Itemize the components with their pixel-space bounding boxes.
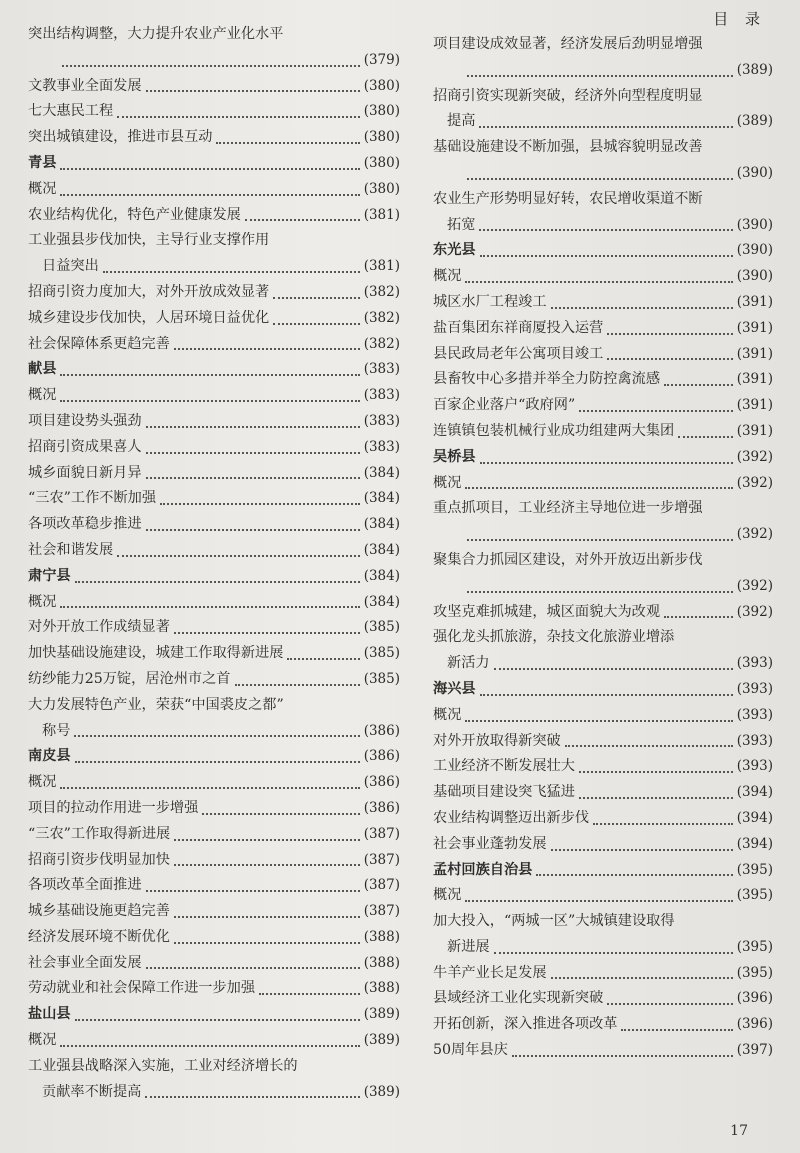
entry-page-number: (386) bbox=[363, 722, 400, 739]
entry-title: 城乡面貌日新月异 bbox=[28, 464, 142, 481]
entry-page-number: (393) bbox=[736, 758, 773, 775]
entry-page-number: (391) bbox=[736, 319, 773, 336]
toc-entry[interactable] bbox=[28, 99, 400, 125]
entry-page-number: (380) bbox=[363, 103, 400, 120]
entry-title: 概况 bbox=[28, 593, 57, 610]
toc-entry[interactable] bbox=[433, 780, 773, 806]
toc-entry[interactable] bbox=[433, 625, 773, 677]
entry-page-number: (384) bbox=[363, 516, 400, 533]
dot-leader bbox=[479, 125, 732, 128]
entry-page-number: (387) bbox=[363, 877, 400, 894]
dot-leader bbox=[60, 193, 359, 196]
toc-entry[interactable] bbox=[433, 883, 773, 909]
dot-leader bbox=[202, 812, 359, 815]
toc-entry[interactable] bbox=[28, 1028, 400, 1054]
dot-leader bbox=[465, 899, 732, 902]
entry-title: 对外开放取得新突破 bbox=[433, 732, 561, 749]
toc-entry[interactable] bbox=[433, 832, 773, 858]
entry-page-number: (396) bbox=[736, 990, 773, 1007]
dot-leader bbox=[146, 425, 360, 428]
toc-entry[interactable] bbox=[433, 961, 773, 987]
toc-entry[interactable] bbox=[28, 667, 400, 693]
dot-leader bbox=[467, 538, 733, 541]
dot-leader bbox=[551, 976, 733, 979]
entry-title: 概况 bbox=[28, 180, 57, 197]
toc-entry[interactable] bbox=[28, 822, 400, 848]
entry-page-number: (389) bbox=[363, 1032, 400, 1049]
entry-title: 重点抓项目，工业经济主导地位进一步增强 bbox=[433, 500, 703, 517]
entry-page-number: (394) bbox=[736, 784, 773, 801]
entry-page-number: (393) bbox=[736, 732, 773, 749]
toc-entry[interactable] bbox=[433, 342, 773, 368]
toc-entry[interactable] bbox=[28, 925, 400, 951]
entry-title: 概况 bbox=[433, 474, 462, 491]
toc-section-heading[interactable] bbox=[433, 238, 773, 264]
toc-entry[interactable] bbox=[28, 590, 400, 616]
dot-leader bbox=[480, 461, 733, 464]
dot-leader bbox=[607, 1002, 732, 1005]
toc-section-heading[interactable] bbox=[28, 357, 400, 383]
toc-section-heading[interactable] bbox=[28, 1002, 400, 1028]
entry-title: 海兴县 bbox=[433, 680, 476, 697]
toc-entry[interactable] bbox=[433, 316, 773, 342]
entry-title: 突出结构调整，大力提升农业产业化水平 bbox=[28, 26, 284, 42]
entry-page-number: (390) bbox=[736, 216, 773, 233]
dot-leader bbox=[607, 332, 732, 335]
dot-leader bbox=[146, 476, 360, 479]
entry-page-number: (388) bbox=[363, 980, 400, 997]
toc-section-heading[interactable] bbox=[433, 858, 773, 884]
entry-title: 50周年县庆 bbox=[433, 1042, 508, 1059]
entry-title: 青县 bbox=[28, 154, 57, 171]
dot-leader bbox=[216, 141, 359, 144]
toc-entry[interactable] bbox=[433, 393, 773, 419]
entry-page-number: (396) bbox=[736, 1016, 773, 1033]
dot-leader bbox=[512, 1054, 733, 1057]
dot-leader bbox=[62, 64, 360, 67]
entry-title: 强化龙头抓旅游，杂技文化旅游业增添 bbox=[433, 629, 675, 646]
entry-page-number: (381) bbox=[363, 258, 400, 275]
dot-leader bbox=[103, 270, 360, 273]
entry-page-number: (384) bbox=[363, 464, 400, 481]
entry-page-number: (389) bbox=[736, 61, 773, 78]
dot-leader bbox=[273, 322, 359, 325]
dot-leader bbox=[60, 1044, 359, 1047]
toc-entry[interactable] bbox=[28, 461, 400, 487]
entry-page-number: (395) bbox=[736, 938, 773, 955]
dot-leader bbox=[74, 734, 359, 737]
entry-title: 招商引资步伐明显加快 bbox=[28, 851, 170, 868]
dot-leader bbox=[146, 966, 360, 969]
entry-page-number: (387) bbox=[363, 903, 400, 920]
dot-leader bbox=[273, 296, 359, 299]
toc-entry[interactable] bbox=[28, 486, 400, 512]
entry-page-number: (384) bbox=[363, 490, 400, 507]
entry-page-number: (391) bbox=[736, 422, 773, 439]
dot-leader bbox=[579, 409, 732, 412]
toc-entry[interactable] bbox=[28, 383, 400, 409]
entry-title: 称号 bbox=[42, 722, 71, 739]
toc-entry[interactable] bbox=[28, 177, 400, 203]
toc-entry[interactable] bbox=[28, 306, 400, 332]
entry-title: 工业强县步伐加快，主导行业支撑作用 bbox=[28, 232, 270, 249]
toc-entry[interactable] bbox=[28, 74, 400, 100]
toc-entry[interactable] bbox=[28, 22, 400, 74]
dot-leader bbox=[117, 115, 360, 118]
entry-page-number: (391) bbox=[736, 345, 773, 362]
dot-leader bbox=[174, 347, 360, 350]
entry-title: 七大惠民工程 bbox=[28, 103, 114, 120]
dot-leader bbox=[465, 280, 732, 283]
entry-title: 社会和谐发展 bbox=[28, 541, 114, 558]
entry-title: 牛羊产业长足发展 bbox=[433, 964, 547, 981]
dot-leader bbox=[75, 580, 360, 583]
toc-entry[interactable] bbox=[28, 203, 400, 229]
dot-leader bbox=[607, 357, 732, 360]
entry-title: 概况 bbox=[433, 268, 462, 285]
entry-title: 社会保障体系更趋完善 bbox=[28, 335, 170, 352]
entry-page-number: (393) bbox=[736, 706, 773, 723]
entry-title: 县域经济工业化实现新突破 bbox=[433, 990, 604, 1007]
toc-entry[interactable] bbox=[433, 419, 773, 445]
dot-leader bbox=[494, 667, 733, 670]
entry-title: 项目建设势头强劲 bbox=[28, 412, 142, 429]
entry-page-number: (384) bbox=[363, 567, 400, 584]
entry-page-number: (393) bbox=[736, 655, 773, 672]
dot-leader bbox=[536, 873, 732, 876]
toc-entry[interactable] bbox=[28, 538, 400, 564]
toc-entry[interactable] bbox=[433, 1012, 773, 1038]
entry-page-number: (390) bbox=[736, 268, 773, 285]
entry-title: 贡献率不断提高 bbox=[42, 1083, 142, 1100]
entry-page-number: (391) bbox=[736, 371, 773, 388]
entry-title: 百家企业落户“政府网” bbox=[433, 397, 576, 414]
dot-leader bbox=[494, 951, 733, 954]
dot-leader bbox=[235, 683, 360, 686]
toc-entry[interactable] bbox=[433, 471, 773, 497]
dot-leader bbox=[174, 915, 360, 918]
dot-leader bbox=[664, 383, 733, 386]
toc-entry[interactable] bbox=[433, 806, 773, 832]
entry-title: 大力发展特色产业，荣获“中国裘皮之都” bbox=[28, 696, 284, 713]
dot-leader bbox=[467, 177, 733, 180]
dot-leader bbox=[146, 89, 360, 92]
entry-title: 农业结构调整迈出新步伐 bbox=[433, 809, 590, 826]
dot-leader bbox=[174, 941, 360, 944]
entry-title: “三农”工作不断加强 bbox=[28, 490, 157, 507]
dot-leader bbox=[174, 863, 360, 866]
entry-title: 文教事业全面发展 bbox=[28, 77, 142, 94]
entry-title: 项目建设成效显著，经济发展后劲明显增强 bbox=[433, 36, 703, 52]
dot-leader bbox=[117, 554, 360, 557]
entry-page-number: (388) bbox=[363, 954, 400, 971]
entry-title: 肃宁县 bbox=[28, 567, 71, 584]
entry-title: 聚集合力抓园区建设，对外开放迈出新步伐 bbox=[433, 551, 703, 568]
entry-page-number: (381) bbox=[363, 206, 400, 223]
entry-title: 日益突出 bbox=[42, 258, 99, 275]
entry-page-number: (390) bbox=[736, 164, 773, 181]
entry-page-number: (395) bbox=[736, 861, 773, 878]
toc-entry[interactable] bbox=[28, 641, 400, 667]
dot-leader bbox=[287, 657, 359, 660]
entry-page-number: (389) bbox=[363, 1083, 400, 1100]
entry-page-number: (385) bbox=[363, 645, 400, 662]
toc-entry[interactable] bbox=[433, 600, 773, 626]
entry-page-number: (382) bbox=[363, 283, 400, 300]
entry-title: 盐百集团东祥商厦投入运营 bbox=[433, 319, 604, 336]
entry-title: 突出城镇建设，推进市县互动 bbox=[28, 129, 213, 146]
entry-page-number: (388) bbox=[363, 928, 400, 945]
toc-entry[interactable] bbox=[433, 754, 773, 780]
toc-left-column bbox=[28, 22, 400, 1105]
dot-leader bbox=[465, 719, 732, 722]
toc-entry[interactable] bbox=[28, 848, 400, 874]
entry-title: 概况 bbox=[433, 887, 462, 904]
entry-page-number: (380) bbox=[363, 154, 400, 171]
entry-page-number: (391) bbox=[736, 293, 773, 310]
toc-entry[interactable] bbox=[28, 512, 400, 538]
entry-page-number: (386) bbox=[363, 774, 400, 791]
entry-title: 基础设施建设不断加强，县城容貌明显改善 bbox=[433, 139, 703, 156]
entry-page-number: (383) bbox=[363, 387, 400, 404]
toc-entry[interactable] bbox=[433, 548, 773, 600]
entry-page-number: (392) bbox=[736, 526, 773, 543]
dot-leader bbox=[579, 770, 733, 773]
toc-entry[interactable] bbox=[28, 770, 400, 796]
entry-title: 新进展 bbox=[447, 938, 490, 955]
dot-leader bbox=[664, 615, 733, 618]
entry-page-number: (394) bbox=[736, 835, 773, 852]
entry-title: 加快基础设施建设，城建工作取得新进展 bbox=[28, 645, 284, 662]
dot-leader bbox=[146, 451, 360, 454]
dot-leader bbox=[145, 1095, 359, 1098]
entry-page-number: (395) bbox=[736, 964, 773, 981]
page-number: 17 bbox=[730, 1123, 748, 1139]
dot-leader bbox=[621, 1028, 732, 1031]
entry-title: 招商引资成果喜人 bbox=[28, 438, 142, 455]
dot-leader bbox=[174, 631, 360, 634]
entry-page-number: (379) bbox=[363, 51, 400, 68]
entry-title: 社会事业蓬勃发展 bbox=[433, 835, 547, 852]
entry-page-number: (387) bbox=[363, 851, 400, 868]
entry-title: “三农”工作取得新进展 bbox=[28, 825, 171, 842]
entry-title: 开拓创新，深入推进各项改革 bbox=[433, 1016, 618, 1033]
dot-leader bbox=[480, 254, 733, 257]
entry-page-number: (386) bbox=[363, 799, 400, 816]
entry-title: 盐山县 bbox=[28, 1006, 71, 1023]
dot-leader bbox=[593, 822, 733, 825]
entry-title: 连镇镇包装机械行业成功组建两大集团 bbox=[433, 422, 675, 439]
dot-leader bbox=[60, 786, 359, 789]
toc-entry[interactable] bbox=[28, 435, 400, 461]
entry-page-number: (386) bbox=[363, 748, 400, 765]
entry-page-number: (390) bbox=[736, 242, 773, 259]
toc-section-heading[interactable] bbox=[28, 151, 400, 177]
dot-leader bbox=[551, 848, 733, 851]
entry-title: 县畜牧中心多措并举全力防控禽流感 bbox=[433, 371, 661, 388]
entry-title: 工业强县战略深入实施，工业对经济增长的 bbox=[28, 1057, 298, 1074]
toc-entry[interactable] bbox=[433, 986, 773, 1012]
toc-entry[interactable] bbox=[28, 125, 400, 151]
toc-entry[interactable] bbox=[28, 796, 400, 822]
entry-title: 社会事业全面发展 bbox=[28, 954, 142, 971]
toc-section-heading[interactable] bbox=[28, 744, 400, 770]
toc-entry[interactable] bbox=[433, 264, 773, 290]
entry-title: 概况 bbox=[28, 774, 57, 791]
toc-section-heading[interactable] bbox=[28, 564, 400, 590]
dot-leader bbox=[60, 399, 359, 402]
entry-page-number: (392) bbox=[736, 577, 773, 594]
entry-title: 孟村回族自治县 bbox=[433, 861, 533, 878]
toc-entry[interactable] bbox=[28, 409, 400, 435]
entry-title: 各项改革全面推进 bbox=[28, 877, 142, 894]
entry-title: 新活力 bbox=[447, 655, 490, 672]
entry-page-number: (394) bbox=[736, 809, 773, 826]
dot-leader bbox=[60, 373, 359, 376]
toc-entry[interactable] bbox=[28, 976, 400, 1002]
dot-leader bbox=[467, 590, 733, 593]
toc-entry[interactable] bbox=[433, 135, 773, 187]
entry-page-number: (380) bbox=[363, 129, 400, 146]
entry-title: 经济发展环境不断优化 bbox=[28, 928, 170, 945]
entry-page-number: (393) bbox=[736, 680, 773, 697]
entry-title: 城区水厂工程竣工 bbox=[433, 293, 547, 310]
dot-leader bbox=[565, 744, 733, 747]
dot-leader bbox=[174, 838, 359, 841]
entry-title: 加大投入，“两城一区”大城镇建设取得 bbox=[433, 913, 675, 930]
entry-title: 东光县 bbox=[433, 242, 476, 259]
entry-title: 农业结构优化，特色产业健康发展 bbox=[28, 206, 241, 223]
dot-leader bbox=[146, 528, 360, 531]
dot-leader bbox=[551, 306, 733, 309]
entry-title: 劳动就业和社会保障工作进一步加强 bbox=[28, 980, 256, 997]
dot-leader bbox=[579, 796, 733, 799]
entry-page-number: (395) bbox=[736, 887, 773, 904]
entry-title: 对外开放工作成绩显著 bbox=[28, 619, 170, 636]
entry-title: 概况 bbox=[28, 387, 57, 404]
toc-entry[interactable] bbox=[28, 228, 400, 280]
dot-leader bbox=[467, 74, 733, 77]
dot-leader bbox=[60, 167, 359, 170]
dot-leader bbox=[60, 605, 359, 608]
dot-leader bbox=[259, 992, 360, 995]
toc-entry[interactable] bbox=[433, 367, 773, 393]
entry-title: 城乡基础设施更趋完善 bbox=[28, 903, 170, 920]
entry-title: 攻坚克难抓城建，城区面貌大为改观 bbox=[433, 603, 661, 620]
dot-leader bbox=[479, 228, 732, 231]
entry-title: 提高 bbox=[447, 113, 476, 130]
toc-entry[interactable] bbox=[433, 729, 773, 755]
dot-leader bbox=[245, 218, 360, 221]
toc-section-heading[interactable] bbox=[433, 445, 773, 471]
header-title: 目 录 bbox=[713, 10, 766, 28]
toc-entry[interactable] bbox=[433, 32, 773, 84]
toc-entry[interactable] bbox=[28, 873, 400, 899]
dot-leader bbox=[146, 889, 360, 892]
entry-title: 拓宽 bbox=[447, 216, 476, 233]
entry-title: 概况 bbox=[28, 1032, 57, 1049]
entry-page-number: (387) bbox=[363, 825, 400, 842]
entry-page-number: (392) bbox=[736, 448, 773, 465]
entry-page-number: (382) bbox=[363, 309, 400, 326]
entry-page-number: (380) bbox=[363, 180, 400, 197]
entry-title: 城乡建设步伐加快，人居环境日益优化 bbox=[28, 309, 270, 326]
entry-page-number: (384) bbox=[363, 541, 400, 558]
entry-page-number: (382) bbox=[363, 335, 400, 352]
entry-title: 农业生产形势明显好转，农民增收渠道不断 bbox=[433, 190, 703, 207]
entry-title: 县民政局老年公寓项目竣工 bbox=[433, 345, 604, 362]
dot-leader bbox=[480, 693, 733, 696]
toc-entry[interactable] bbox=[433, 496, 773, 548]
toc-entry[interactable] bbox=[433, 290, 773, 316]
toc-entry[interactable] bbox=[28, 693, 400, 745]
entry-page-number: (385) bbox=[363, 670, 400, 687]
toc-entry[interactable] bbox=[433, 1038, 773, 1064]
entry-title: 项目的拉动作用进一步增强 bbox=[28, 799, 199, 816]
entry-title: 献县 bbox=[28, 361, 57, 378]
entry-page-number: (383) bbox=[363, 361, 400, 378]
dot-leader bbox=[160, 502, 360, 505]
entry-page-number: (384) bbox=[363, 593, 400, 610]
entry-title: 吴桥县 bbox=[433, 448, 476, 465]
dot-leader bbox=[678, 435, 732, 438]
dot-leader bbox=[465, 486, 732, 489]
entry-page-number: (380) bbox=[363, 77, 400, 94]
toc-entry[interactable] bbox=[433, 909, 773, 961]
toc-entry[interactable] bbox=[28, 1054, 400, 1106]
entry-title: 招商引资力度加大，对外开放成效显著 bbox=[28, 283, 270, 300]
entry-title: 纺纱能力25万锭，居沧州市之首 bbox=[28, 670, 231, 687]
toc-entry[interactable] bbox=[433, 703, 773, 729]
dot-leader bbox=[75, 1018, 360, 1021]
entry-title: 南皮县 bbox=[28, 748, 71, 765]
entry-page-number: (392) bbox=[736, 603, 773, 620]
entry-title: 各项改革稳步推进 bbox=[28, 516, 142, 533]
toc-entry[interactable] bbox=[433, 187, 773, 239]
entry-page-number: (383) bbox=[363, 412, 400, 429]
entry-title: 招商引资实现新突破，经济外向型程度明显 bbox=[433, 87, 703, 104]
toc-entry[interactable] bbox=[433, 84, 773, 136]
entry-page-number: (383) bbox=[363, 438, 400, 455]
toc-entry[interactable] bbox=[28, 951, 400, 977]
entry-title: 工业经济不断发展壮大 bbox=[433, 758, 575, 775]
entry-title: 基础项目建设突飞猛进 bbox=[433, 784, 575, 801]
entry-page-number: (389) bbox=[736, 113, 773, 130]
toc-section-heading[interactable] bbox=[433, 677, 773, 703]
toc-entry[interactable] bbox=[28, 280, 400, 306]
entry-page-number: (392) bbox=[736, 474, 773, 491]
entry-title: 概况 bbox=[433, 706, 462, 723]
entry-page-number: (397) bbox=[736, 1042, 773, 1059]
entry-page-number: (391) bbox=[736, 397, 773, 414]
toc-entry[interactable] bbox=[28, 899, 400, 925]
dot-leader bbox=[75, 760, 360, 763]
toc-right-column bbox=[433, 32, 773, 1064]
entry-page-number: (385) bbox=[363, 619, 400, 636]
toc-entry[interactable] bbox=[28, 332, 400, 358]
entry-page-number: (389) bbox=[363, 1006, 400, 1023]
toc-entry[interactable] bbox=[28, 615, 400, 641]
